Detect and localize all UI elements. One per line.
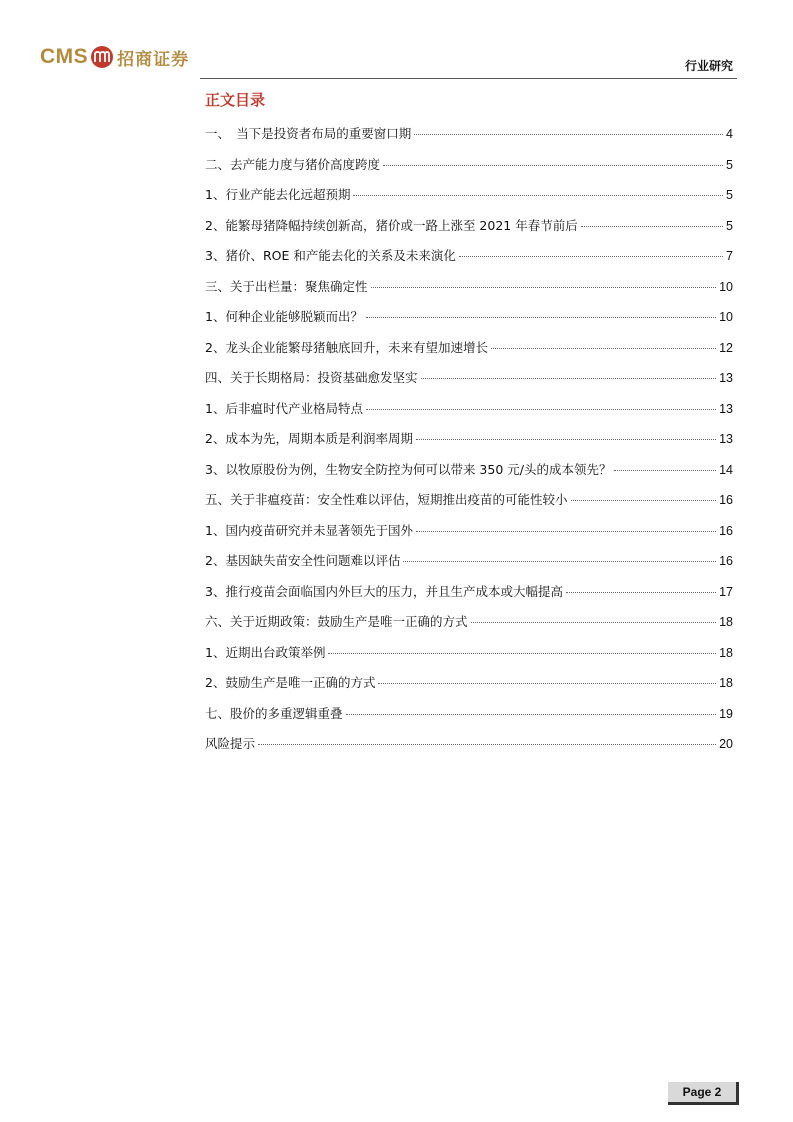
toc-entry-page: 14 — [719, 462, 733, 477]
toc-entry-page: 19 — [719, 706, 733, 721]
toc-dot-leader — [346, 714, 717, 715]
toc-entry-page: 10 — [719, 310, 733, 324]
toc-entry-page: 17 — [719, 584, 733, 599]
toc-dot-leader — [383, 165, 723, 166]
toc-entry-page: 18 — [719, 645, 733, 660]
toc-entry-page: 4 — [726, 127, 733, 141]
toc-entry[interactable] — [205, 124, 733, 155]
toc-entry-text: 五、关于非瘟疫苗：安全性难以评估，短期推出疫苗的可能性较小 — [205, 492, 568, 507]
toc-dot-leader — [378, 683, 716, 684]
toc-entry-page: 13 — [719, 432, 733, 446]
toc-entry[interactable] — [205, 277, 733, 308]
toc-dot-leader — [414, 134, 723, 135]
toc-entry-text: 1、近期出台政策举例 — [205, 644, 326, 660]
toc-dot-leader — [416, 531, 716, 532]
toc-entry-page: 16 — [719, 554, 733, 568]
toc-title: 正文目录 — [205, 91, 266, 109]
toc-entry-page: 16 — [719, 493, 733, 507]
toc-dot-leader — [416, 439, 716, 440]
toc-entry[interactable] — [205, 399, 733, 430]
toc-entry-page: 16 — [719, 523, 733, 538]
toc-entry-page: 18 — [719, 615, 733, 629]
page-number: Page 2 — [668, 1082, 739, 1105]
toc-entry-text: 2、成本为先，周期本质是利润率周期 — [205, 431, 413, 446]
toc-entry[interactable] — [205, 490, 733, 521]
toc-entry-text: 六、关于近期政策：鼓励生产是唯一正确的方式 — [205, 614, 468, 629]
toc-entry-text: 1、后非瘟时代产业格局特点 — [205, 400, 363, 416]
toc-dot-leader — [371, 287, 717, 288]
logo-cn-text: 招商证券 — [117, 49, 190, 70]
toc-entry-page: 13 — [719, 371, 733, 385]
toc-entry-page: 5 — [726, 188, 733, 202]
table-of-contents — [205, 124, 733, 765]
toc-entry[interactable] — [205, 521, 733, 552]
toc-entry-text: 2、基因缺失苗安全性问题难以评估 — [205, 553, 401, 568]
toc-entry-page: 12 — [719, 340, 733, 355]
toc-entry-page: 13 — [719, 401, 733, 416]
toc-entry-text: 3、猪价、ROE 和产能去化的关系及未来演化 — [205, 248, 456, 263]
toc-entry-text: 3、推行疫苗会面临国内外巨大的压力，并且生产成本或大幅提高 — [205, 583, 563, 599]
toc-entry-text: 二、去产能力度与猪价高度跨度 — [205, 156, 381, 172]
toc-entry-text: 一、 当下是投资者布局的重要窗口期 — [205, 126, 412, 141]
toc-entry-text: 1、国内疫苗研究并未显著领先于国外 — [205, 522, 413, 538]
toc-entry[interactable] — [205, 216, 733, 247]
logo-emblem-icon — [91, 46, 113, 68]
toc-entry-text: 2、能繁母猪降幅持续创新高，猪价或一路上涨至 2021 年春节前后 — [205, 217, 578, 233]
toc-dot-leader — [566, 592, 716, 593]
toc-entry[interactable] — [205, 185, 733, 216]
toc-dot-leader — [366, 317, 716, 318]
report-section-label: 行业研究 — [684, 59, 733, 73]
toc-dot-leader — [581, 226, 723, 227]
toc-entry-page: 20 — [719, 737, 733, 751]
toc-dot-leader — [403, 561, 716, 562]
toc-entry[interactable] — [205, 582, 733, 613]
toc-dot-leader — [614, 470, 716, 471]
toc-entry-text: 1、何种企业能够脱颖而出？ — [205, 309, 363, 324]
toc-entry[interactable] — [205, 551, 733, 582]
toc-dot-leader — [421, 378, 717, 379]
company-logo — [40, 42, 189, 72]
toc-entry[interactable] — [205, 460, 733, 491]
toc-dot-leader — [366, 409, 716, 410]
toc-entry[interactable] — [205, 612, 733, 643]
toc-dot-leader — [571, 500, 717, 501]
toc-entry-page: 10 — [719, 279, 733, 294]
toc-entry-text: 风险提示 — [205, 736, 256, 751]
toc-entry[interactable] — [205, 338, 733, 369]
toc-entry[interactable] — [205, 643, 733, 674]
toc-entry[interactable] — [205, 673, 733, 704]
toc-entry-page: 18 — [719, 676, 733, 690]
toc-entry-text: 四、关于长期格局：投资基础愈发坚实 — [205, 370, 418, 385]
toc-entry-text: 三、关于出栏量：聚焦确定性 — [205, 278, 368, 294]
toc-entry[interactable] — [205, 734, 733, 765]
toc-entry-page: 5 — [726, 218, 733, 233]
toc-dot-leader — [258, 744, 716, 745]
toc-entry-text: 1、行业产能去化远超预期 — [205, 187, 351, 202]
toc-entry[interactable] — [205, 429, 733, 460]
toc-dot-leader — [353, 195, 723, 196]
logo-cms-text: CMS — [40, 45, 89, 68]
toc-dot-leader — [471, 622, 717, 623]
toc-entry-text: 七、股价的多重逻辑重叠 — [205, 705, 343, 721]
toc-entry-text: 3、以牧原股份为例，生物安全防控为何可以带来 350 元/头的成本领先？ — [205, 461, 612, 477]
toc-entry[interactable] — [205, 307, 733, 338]
toc-dot-leader — [459, 256, 723, 257]
toc-entry[interactable] — [205, 246, 733, 277]
header-divider — [200, 78, 737, 79]
toc-dot-leader — [328, 653, 716, 654]
toc-entry[interactable] — [205, 155, 733, 186]
toc-entry-page: 5 — [726, 157, 733, 172]
toc-entry-text: 2、龙头企业能繁母猪触底回升，未来有望加速增长 — [205, 339, 488, 355]
toc-entry[interactable] — [205, 368, 733, 399]
toc-entry-page: 7 — [726, 249, 733, 263]
toc-entry-text: 2、鼓励生产是唯一正确的方式 — [205, 675, 376, 690]
toc-dot-leader — [491, 348, 716, 349]
toc-entry[interactable] — [205, 704, 733, 735]
